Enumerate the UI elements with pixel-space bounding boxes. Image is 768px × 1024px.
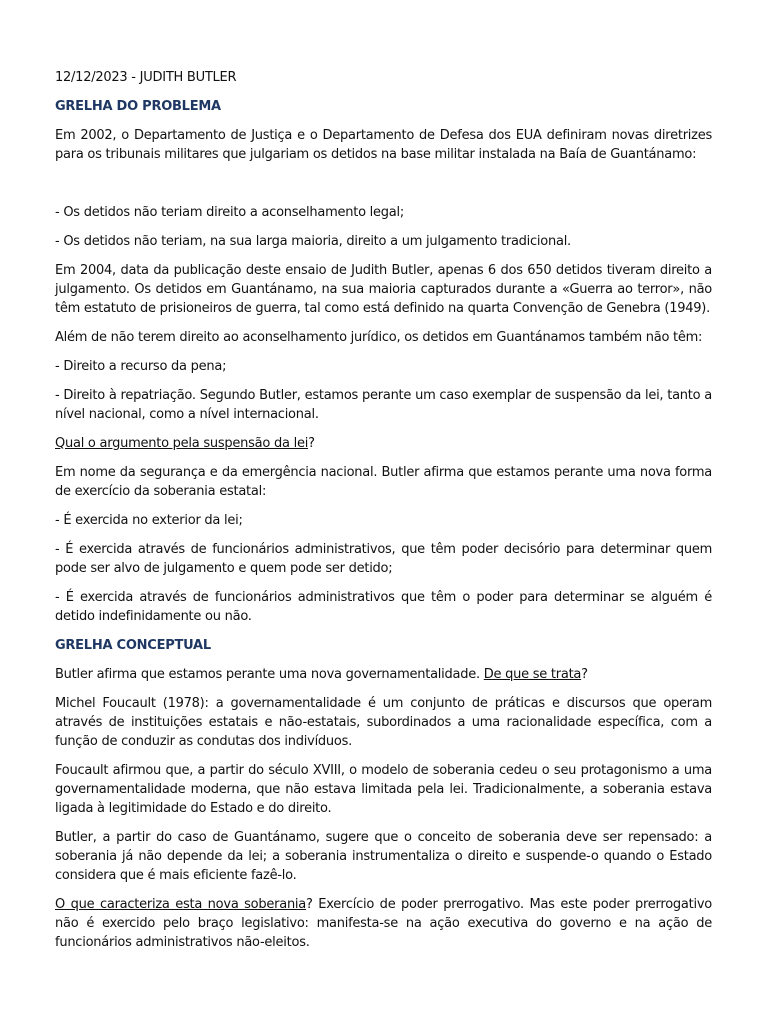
date-title: 12/12/2023 - JUDITH BUTLER [55, 70, 237, 85]
governamentalidade-mark: ? [581, 667, 588, 682]
section-heading-problema: GRELHA DO PROBLEMA [55, 99, 221, 114]
question-suspensao-mark: ? [308, 436, 315, 451]
paragraph-foucault-seculo: Foucault afirmou que, a partir do século XVIII, o modelo de soberania cedeu o seu protagonismo a uma governamentalidade moderna, que não estava limitada pela lei. Tradicionalmente, a soberania estava ligada à legitimidade do Estado e do direito. [55, 763, 712, 816]
paragraph-nome-seguranca: Em nome da segurança e da emergência nacional. Butler afirma que estamos perante uma nova forma de exercício da soberania estatal: [55, 465, 712, 499]
paragraph-2004: Em 2004, data da publicação deste ensaio de Judith Butler, apenas 6 dos 650 detidos tiveram direito a julgamento. Os detidos em Guantánamo, na sua maioria capturados durante a «Guerra ao terror», não têm estatuto de prisioneiros de guerra, tal como está definido na quarta Convenção de Genebra (1949). [55, 263, 712, 316]
intro-paragraph: Em 2002, o Departamento de Justiça e o Departamento de Defesa dos EUA definiram novas diretrizes para os tribunais militares que julgariam os detidos na base militar instalada na Baía de Guantánamo: [55, 128, 712, 162]
bullet-julgamento: - Os detidos não teriam, na sua larga maioria, direito a um julgamento tradicional. [55, 234, 571, 249]
paragraph-butler-soberania: Butler, a partir do caso de Guantánamo, sugere que o conceito de soberania deve ser repensado: a soberania já não depende da lei; a soberania instrumentaliza o direito e suspende-o quando o Estado considera que é mais eficiente fazê-lo. [55, 830, 712, 883]
bullet-funcionarios-detido: - É exercida através de funcionários administrativos que têm o poder para determinar se alguém é detido indefinidamente ou não. [55, 590, 712, 624]
governamentalidade-question: De que se trata [483, 667, 582, 682]
question-suspensao [55, 434, 712, 453]
nova-soberania-answer: ? Exercício de poder prerrogativo. Mas este poder prerrogativo não é exercido pelo braço legislativo: manifesta-se na ação executiva do governo e na ação de funcionários administrativos não-eleitos. [55, 897, 712, 950]
section-heading-conceptual: GRELHA CONCEPTUAL [55, 638, 211, 653]
bullet-aconselhamento: - Os detidos não teriam direito a aconselhamento legal; [55, 205, 404, 220]
nova-soberania-question: O que caracteriza esta nova soberania [55, 897, 307, 912]
bullet-recurso: - Direito a recurso da pena; [55, 359, 227, 374]
blank-line [55, 174, 712, 203]
paragraph-foucault-1978: Michel Foucault (1978): a governamentalidade é um conjunto de práticas e discursos que operam através de instituições estatais e não-estatais, subordinados a uma racionalidade específica, com a função de conduzir as condutas dos indivíduos. [55, 696, 712, 749]
bullet-exterior-lei: - É exercida no exterior da lei; [55, 513, 243, 528]
bullet-funcionarios-decisorio: - É exercida através de funcionários administrativos, que têm poder decisório para determinar quem pode ser alvo de julgamento e quem pode ser detido; [55, 542, 712, 576]
paragraph-governamentalidade [55, 665, 712, 684]
bullet-repatriacao: - Direito à repatriação. Segundo Butler, estamos perante um caso exemplar de suspensão da lei, tanto a nível nacional, como a nível internacional. [55, 388, 712, 422]
governamentalidade-lead: Butler afirma que estamos perante uma nova governamentalidade. [55, 667, 484, 682]
paragraph-alem: Além de não terem direito ao aconselhamento jurídico, os detidos em Guantánamos também não têm: [55, 330, 703, 345]
paragraph-nova-soberania [55, 895, 712, 952]
question-suspensao-underlined: Qual o argumento pela suspensão da lei [55, 436, 309, 451]
